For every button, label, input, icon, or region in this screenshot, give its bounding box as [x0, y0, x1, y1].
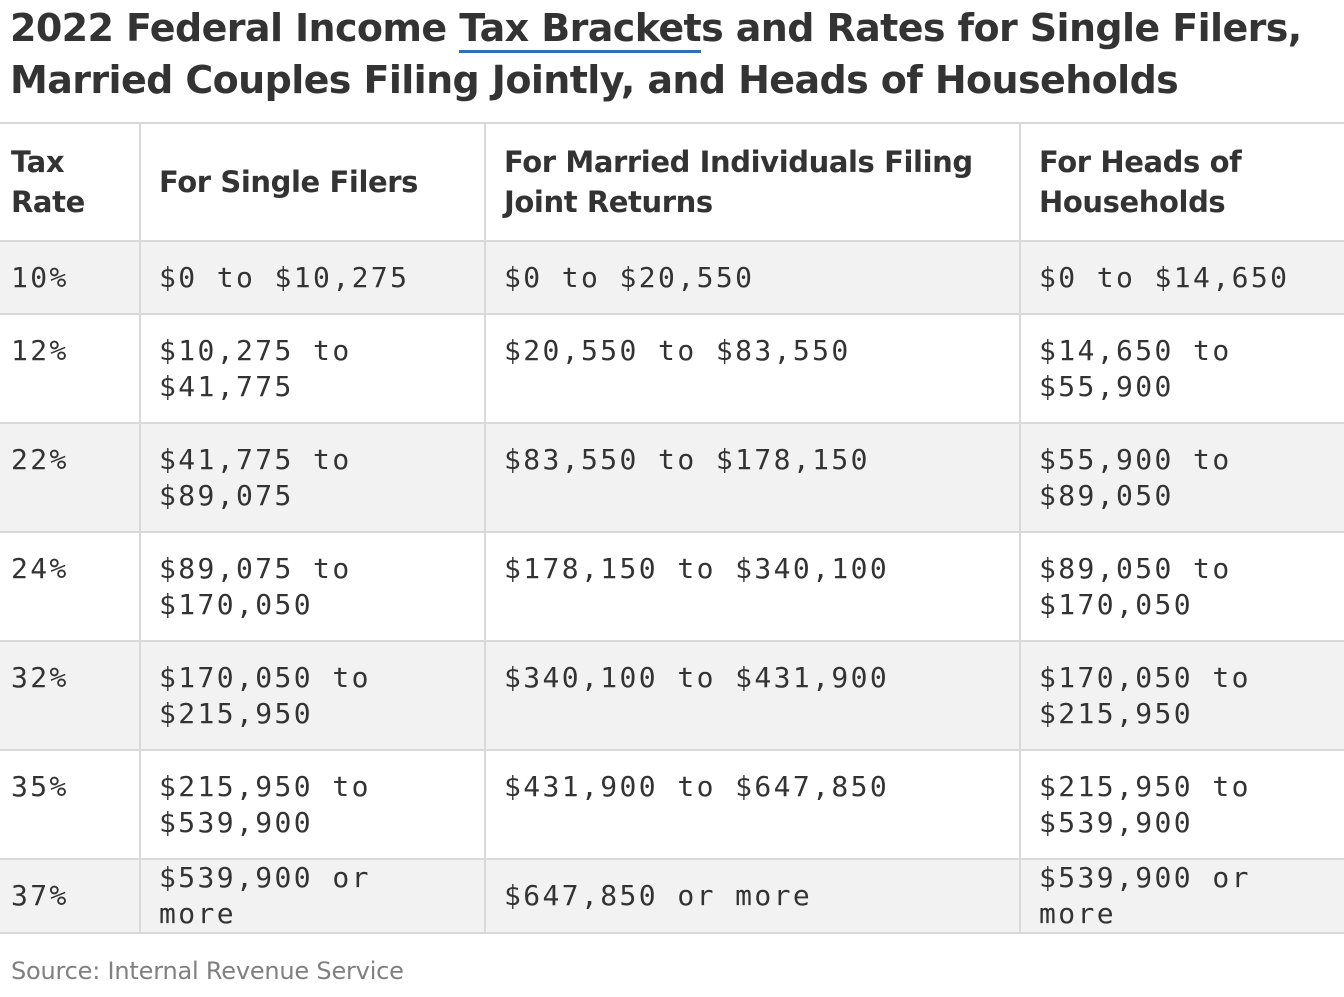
table-row [0, 750, 1344, 859]
title-text-start: 2022 Federal Income [10, 6, 460, 50]
table-row [0, 423, 1344, 532]
source-note: Source: Internal Revenue Service [11, 957, 404, 985]
title-text-end: s and Rates for Single Filers, Married Couples Filing Jointly, and Heads of Households [10, 6, 1302, 102]
head-cell: $89,050 to $170,050 [1020, 532, 1344, 641]
head-cell: $55,900 to $89,050 [1020, 423, 1344, 532]
header-tax-rate: Tax Rate [0, 123, 140, 241]
married-cell: $647,850 or more [485, 859, 1020, 933]
married-cell: $340,100 to $431,900 [485, 641, 1020, 750]
rate-cell: 10% [0, 241, 140, 314]
rate-cell: 32% [0, 641, 140, 750]
rate-cell: 35% [0, 750, 140, 859]
single-cell: $10,275 to $41,775 [140, 314, 485, 423]
header-married-joint: For Married Individuals Filing Joint Returns [485, 123, 1020, 241]
single-cell: $539,900 or more [140, 859, 485, 933]
table-row [0, 859, 1344, 933]
married-cell: $83,550 to $178,150 [485, 423, 1020, 532]
tax-brackets-table-container [0, 122, 1344, 934]
tax-brackets-table [0, 122, 1344, 934]
married-cell: $431,900 to $647,850 [485, 750, 1020, 859]
head-cell: $539,900 or more [1020, 859, 1344, 933]
tax-bracket-link[interactable]: Tax Bracket [459, 6, 701, 53]
header-heads-of-households: For Heads of Households [1020, 123, 1344, 241]
table-header-row [0, 123, 1344, 241]
single-cell: $89,075 to $170,050 [140, 532, 485, 641]
single-cell: $170,050 to $215,950 [140, 641, 485, 750]
single-cell: $215,950 to $539,900 [140, 750, 485, 859]
header-single-filers: For Single Filers [140, 123, 485, 241]
single-cell: $0 to $10,275 [140, 241, 485, 314]
head-cell: $14,650 to $55,900 [1020, 314, 1344, 423]
married-cell: $20,550 to $83,550 [485, 314, 1020, 423]
head-cell: $170,050 to $215,950 [1020, 641, 1344, 750]
rate-cell: 37% [0, 859, 140, 933]
rate-cell: 24% [0, 532, 140, 641]
rate-cell: 22% [0, 423, 140, 532]
head-cell: $215,950 to $539,900 [1020, 750, 1344, 859]
head-cell: $0 to $14,650 [1020, 241, 1344, 314]
married-cell: $178,150 to $340,100 [485, 532, 1020, 641]
rate-cell: 12% [0, 314, 140, 423]
table-row [0, 641, 1344, 750]
table-row [0, 314, 1344, 423]
married-cell: $0 to $20,550 [485, 241, 1020, 314]
table-row [0, 532, 1344, 641]
single-cell: $41,775 to $89,075 [140, 423, 485, 532]
table-row [0, 241, 1344, 314]
page-title [10, 2, 1330, 106]
